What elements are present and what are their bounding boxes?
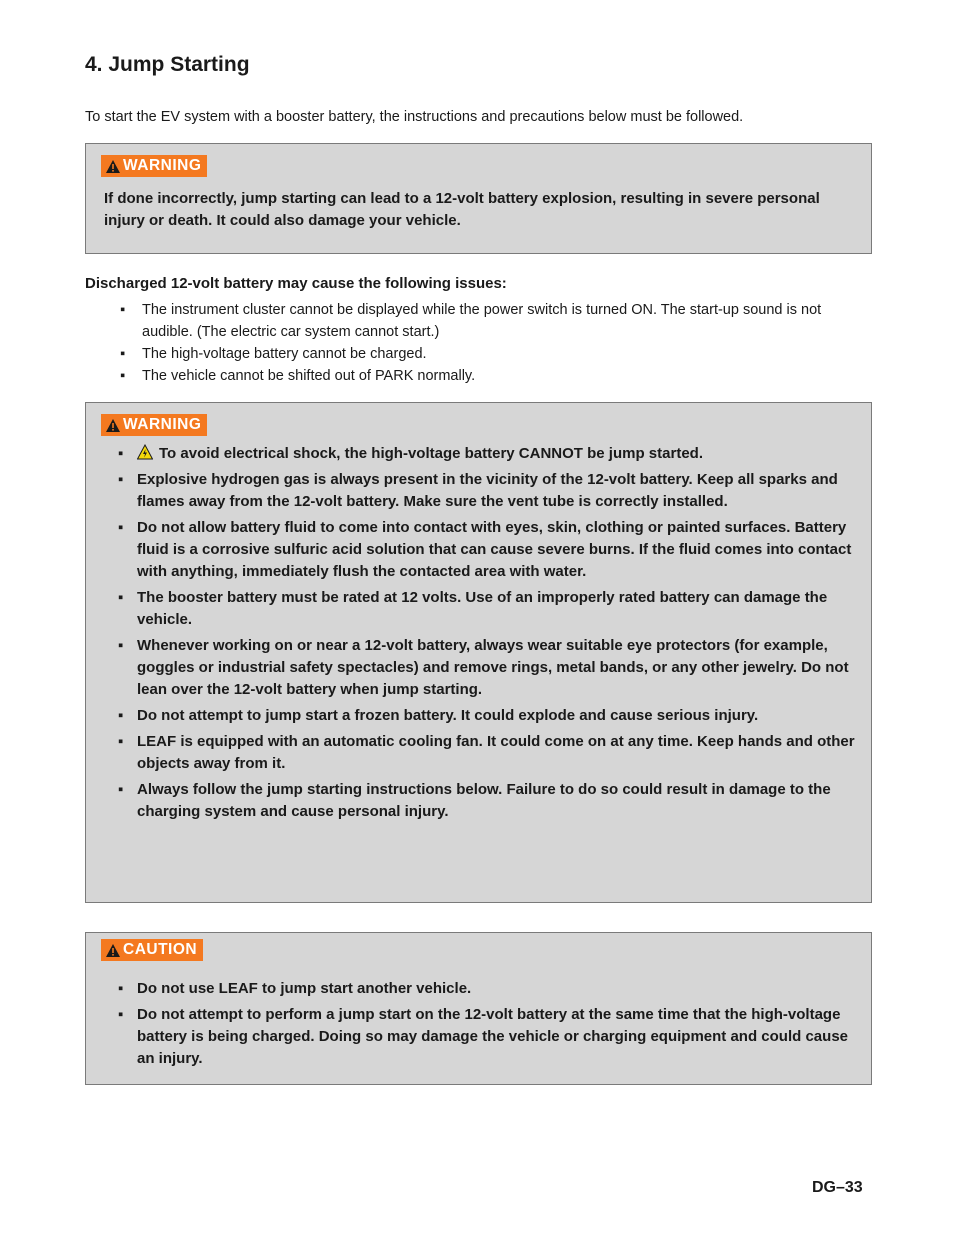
- list-item: ▪ Do not attempt to jump start a frozen battery. It could explode and cause serious injury.: [118, 705, 858, 727]
- issues-heading: Discharged 12-volt battery may cause the following issues:: [85, 275, 507, 292]
- list-item: ▪ Always follow the jump starting instructions below. Failure to do so could result in damage to the charging system and cause personal injury.: [118, 781, 831, 820]
- bullet: ▪: [118, 445, 124, 462]
- list-item: ▪ Do not allow battery fluid to come into contact with eyes, skin, clothing or painted surfaces. Battery fluid is a corrosive sulfuric acid solution that can cause severe burns. If the fluid comes into contact with anything, immediately flush the contacted area with water.: [118, 519, 852, 580]
- warning-label: WARNING: [123, 157, 202, 174]
- warning-box-explosion: [85, 143, 872, 254]
- warning-triangle-icon: [105, 943, 121, 958]
- bullet: ▪: [120, 368, 126, 384]
- bullet: ▪: [118, 733, 124, 750]
- list-item: ▪ To avoid electrical shock, the high-voltage battery CANNOT be jump started.: [118, 443, 858, 465]
- intro-paragraph: To start the EV system with a booster battery, the instructions and precautions below must be followed.: [85, 109, 744, 125]
- bullet: ▪: [118, 471, 124, 488]
- bullet: ▪: [120, 302, 126, 318]
- bullet: ▪: [118, 781, 124, 798]
- list-item: ▪ The booster battery must be rated at 12 volts. Use of an improperly rated battery can damage the vehicle.: [118, 589, 828, 628]
- bullet: ▪: [118, 637, 124, 654]
- page-number: DG–33: [812, 1179, 863, 1196]
- issues-list: [120, 299, 840, 387]
- caution-list: [118, 978, 858, 1074]
- caution-badge: [101, 939, 203, 961]
- list-item: ▪ Whenever working on or near a 12-volt battery, always wear suitable eye protectors (for example, goggles or industrial safety spectacles) and remove rings, metal bands, or any other jewelry. Do not lean over the 12-volt battery when jump starting.: [118, 637, 849, 698]
- page-title: 4. Jump Starting: [85, 53, 250, 76]
- bullet: ▪: [118, 1006, 124, 1023]
- warning-label: WARNING: [123, 416, 202, 433]
- list-item: ▪ Do not use LEAF to jump start another vehicle.: [118, 978, 858, 1000]
- list-item: ▪ The vehicle cannot be shifted out of PARK normally.: [120, 365, 840, 387]
- bullet: ▪: [118, 519, 124, 536]
- bullet: ▪: [120, 346, 126, 362]
- warning-triangle-icon: [105, 418, 121, 433]
- high-voltage-icon: [137, 444, 153, 460]
- list-item: ▪ Explosive hydrogen gas is always present in the vicinity of the 12-volt battery. Keep all sparks and flames away from the 12-volt battery. Make sure the vent tube is correctly installed.: [118, 471, 838, 510]
- warning-box-precautions: [85, 402, 872, 903]
- caution-label: CAUTION: [123, 941, 198, 958]
- list-item: ▪ The instrument cluster cannot be displayed while the power switch is turned ON. The start-up sound is not audible. (The electric car system cannot start.): [120, 299, 840, 343]
- warning-triangle-icon: [105, 159, 121, 174]
- caution-box: [85, 932, 872, 1085]
- warning-badge: [101, 414, 207, 436]
- warning-text: If done incorrectly, jump starting can lead to a 12-volt battery explosion, resulting in severe personal injury or death. It could also damage your vehicle.: [104, 190, 820, 229]
- list-item: ▪ LEAF is equipped with an automatic cooling fan. It could come on at any time. Keep hands and other objects away from it.: [118, 733, 855, 772]
- bullet: ▪: [118, 980, 124, 997]
- list-item: ▪ The high-voltage battery cannot be charged.: [120, 343, 840, 365]
- bullet: ▪: [118, 589, 124, 606]
- list-item: ▪ Do not attempt to perform a jump start on the 12-volt battery at the same time that the high-voltage battery is being charged. Doing so may damage the vehicle or charging equipment and could cause an injury.: [118, 1006, 848, 1067]
- warning-list: [118, 443, 858, 827]
- warning-badge: [101, 155, 207, 177]
- bullet: ▪: [118, 707, 124, 724]
